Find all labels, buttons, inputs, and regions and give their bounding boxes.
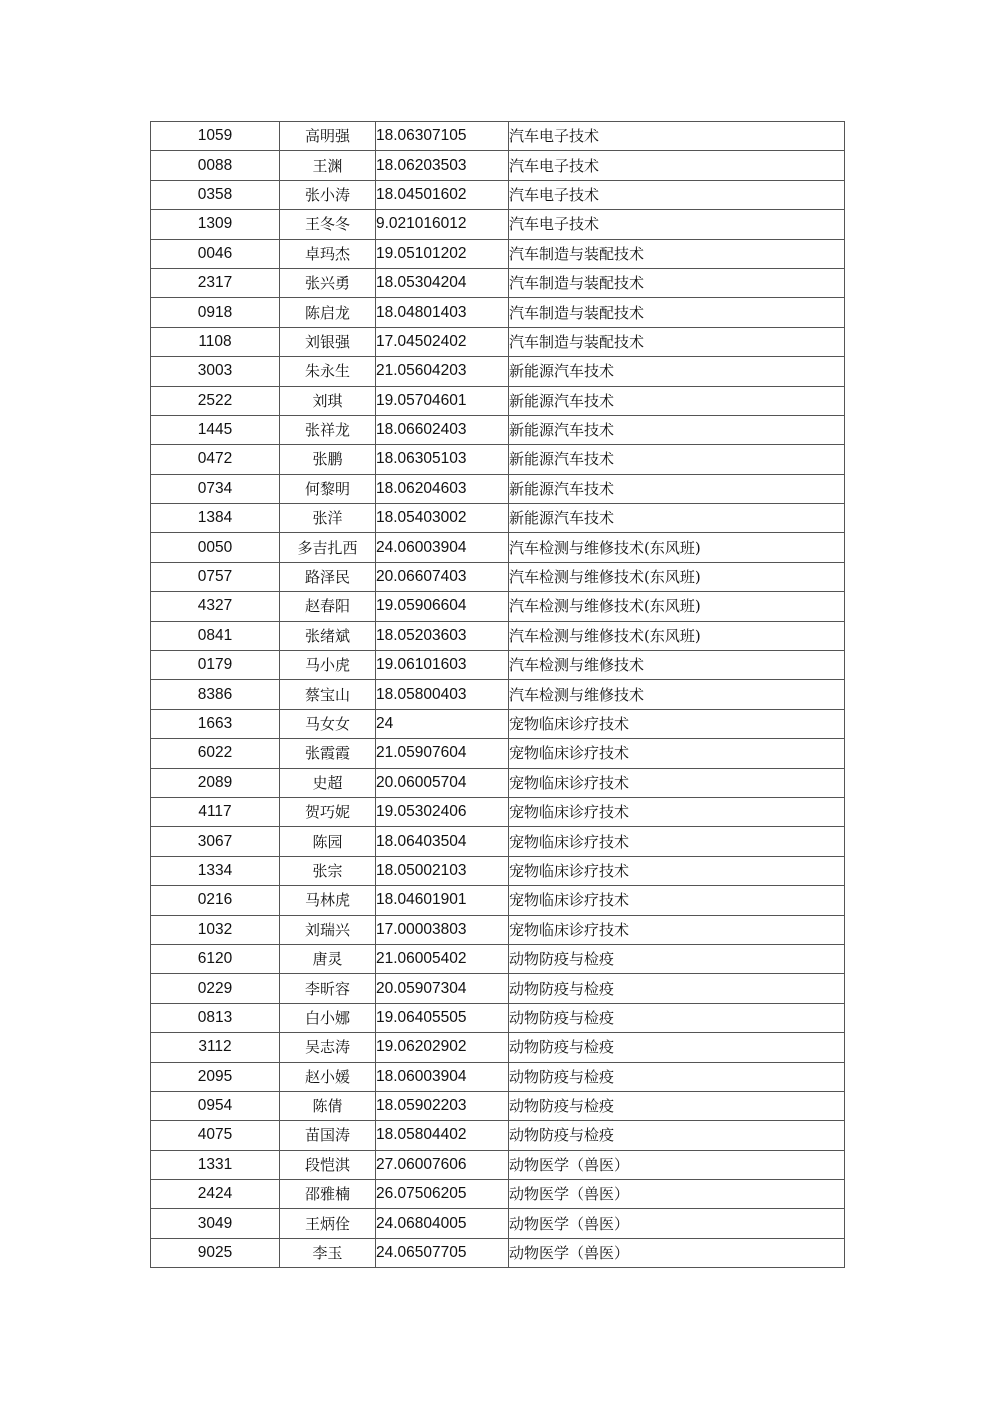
name-cell: 王渊 (280, 151, 376, 180)
name-cell: 马林虎 (280, 886, 376, 915)
id-cell: 1445 (151, 415, 280, 444)
name-cell: 赵小媛 (280, 1062, 376, 1091)
major-cell: 宠物临床诊疗技术 (509, 797, 845, 826)
name-cell: 张小涛 (280, 180, 376, 209)
major-cell: 汽车电子技术 (509, 180, 845, 209)
name-cell: 张兴勇 (280, 268, 376, 297)
major-cell: 动物防疫与检疫 (509, 1062, 845, 1091)
code-cell: 17.00003803 (376, 915, 509, 944)
id-cell: 0046 (151, 239, 280, 268)
id-cell: 4327 (151, 592, 280, 621)
major-cell: 动物医学（兽医） (509, 1209, 845, 1238)
table-row (151, 1091, 845, 1120)
name-cell: 卓玛杰 (280, 239, 376, 268)
id-cell: 4075 (151, 1121, 280, 1150)
table-row (151, 1180, 845, 1209)
major-cell: 新能源汽车技术 (509, 357, 845, 386)
code-cell: 18.06203503 (376, 151, 509, 180)
code-cell: 19.05101202 (376, 239, 509, 268)
code-cell: 19.05906604 (376, 592, 509, 621)
table-row (151, 504, 845, 533)
name-cell: 赵春阳 (280, 592, 376, 621)
code-cell: 18.04501602 (376, 180, 509, 209)
code-cell: 17.04502402 (376, 327, 509, 356)
id-cell: 0088 (151, 151, 280, 180)
id-cell: 0216 (151, 886, 280, 915)
code-cell: 18.05203603 (376, 621, 509, 650)
table-row (151, 739, 845, 768)
name-cell: 多吉扎西 (280, 533, 376, 562)
major-cell: 动物医学（兽医） (509, 1150, 845, 1179)
code-cell: 20.06005704 (376, 768, 509, 797)
table-row (151, 1238, 845, 1267)
id-cell: 1309 (151, 210, 280, 239)
major-cell: 动物防疫与检疫 (509, 944, 845, 973)
table-row (151, 1062, 845, 1091)
name-cell: 刘银强 (280, 327, 376, 356)
major-cell: 汽车检测与维修技术(东风班) (509, 533, 845, 562)
code-cell: 18.06602403 (376, 415, 509, 444)
table-row (151, 944, 845, 973)
table-row (151, 886, 845, 915)
id-cell: 1331 (151, 1150, 280, 1179)
major-cell: 新能源汽车技术 (509, 445, 845, 474)
name-cell: 李玉 (280, 1238, 376, 1267)
code-cell: 18.06204603 (376, 474, 509, 503)
name-cell: 马女女 (280, 709, 376, 738)
table-row (151, 651, 845, 680)
name-cell: 吴志涛 (280, 1033, 376, 1062)
id-cell: 2089 (151, 768, 280, 797)
table-row (151, 1033, 845, 1062)
major-cell: 动物防疫与检疫 (509, 1003, 845, 1032)
major-cell: 宠物临床诊疗技术 (509, 768, 845, 797)
code-cell: 18.06403504 (376, 827, 509, 856)
code-cell: 19.05302406 (376, 797, 509, 826)
id-cell: 1108 (151, 327, 280, 356)
major-cell: 动物防疫与检疫 (509, 974, 845, 1003)
table-row (151, 239, 845, 268)
id-cell: 0472 (151, 445, 280, 474)
major-cell: 新能源汽车技术 (509, 415, 845, 444)
major-cell: 汽车制造与装配技术 (509, 327, 845, 356)
code-cell: 18.05304204 (376, 268, 509, 297)
table-row (151, 562, 845, 591)
name-cell: 张洋 (280, 504, 376, 533)
name-cell: 张霞霞 (280, 739, 376, 768)
major-cell: 动物防疫与检疫 (509, 1033, 845, 1062)
id-cell: 1032 (151, 915, 280, 944)
major-cell: 宠物临床诊疗技术 (509, 709, 845, 738)
table-row (151, 474, 845, 503)
major-cell: 汽车电子技术 (509, 151, 845, 180)
major-cell: 宠物临床诊疗技术 (509, 915, 845, 944)
code-cell: 24 (376, 709, 509, 738)
code-cell: 18.05002103 (376, 856, 509, 885)
major-cell: 新能源汽车技术 (509, 504, 845, 533)
table-row (151, 268, 845, 297)
table-row (151, 415, 845, 444)
table-row (151, 1150, 845, 1179)
name-cell: 苗国涛 (280, 1121, 376, 1150)
id-cell: 1059 (151, 122, 280, 151)
table-row (151, 592, 845, 621)
id-cell: 0918 (151, 298, 280, 327)
id-cell: 6022 (151, 739, 280, 768)
table-row (151, 621, 845, 650)
id-cell: 0734 (151, 474, 280, 503)
table-row (151, 856, 845, 885)
id-cell: 6120 (151, 944, 280, 973)
code-cell: 26.07506205 (376, 1180, 509, 1209)
code-cell: 21.05604203 (376, 357, 509, 386)
code-cell: 18.06003904 (376, 1062, 509, 1091)
name-cell: 蔡宝山 (280, 680, 376, 709)
code-cell: 18.04801403 (376, 298, 509, 327)
id-cell: 3049 (151, 1209, 280, 1238)
name-cell: 王冬冬 (280, 210, 376, 239)
code-cell: 19.06405505 (376, 1003, 509, 1032)
code-cell: 20.05907304 (376, 974, 509, 1003)
name-cell: 张鹏 (280, 445, 376, 474)
table-row (151, 210, 845, 239)
student-roster-table (150, 121, 845, 1268)
id-cell: 0050 (151, 533, 280, 562)
name-cell: 陈启龙 (280, 298, 376, 327)
name-cell: 刘琪 (280, 386, 376, 415)
major-cell: 汽车电子技术 (509, 210, 845, 239)
table-row (151, 768, 845, 797)
name-cell: 路泽民 (280, 562, 376, 591)
name-cell: 何黎明 (280, 474, 376, 503)
code-cell: 19.06202902 (376, 1033, 509, 1062)
major-cell: 汽车检测与维修技术(东风班) (509, 562, 845, 591)
table-row (151, 151, 845, 180)
code-cell: 18.05902203 (376, 1091, 509, 1120)
name-cell: 史超 (280, 768, 376, 797)
roster-body (151, 122, 845, 1268)
code-cell: 18.05800403 (376, 680, 509, 709)
table-row (151, 180, 845, 209)
code-cell: 18.05403002 (376, 504, 509, 533)
table-row (151, 357, 845, 386)
code-cell: 18.04601901 (376, 886, 509, 915)
id-cell: 3003 (151, 357, 280, 386)
major-cell: 汽车制造与装配技术 (509, 298, 845, 327)
major-cell: 宠物临床诊疗技术 (509, 739, 845, 768)
code-cell: 24.06804005 (376, 1209, 509, 1238)
id-cell: 4117 (151, 797, 280, 826)
name-cell: 段恺淇 (280, 1150, 376, 1179)
major-cell: 动物防疫与检疫 (509, 1121, 845, 1150)
major-cell: 汽车检测与维修技术(东风班) (509, 592, 845, 621)
major-cell: 宠物临床诊疗技术 (509, 827, 845, 856)
table-row (151, 327, 845, 356)
major-cell: 动物医学（兽医） (509, 1180, 845, 1209)
table-row (151, 974, 845, 1003)
table-row (151, 1121, 845, 1150)
name-cell: 刘瑞兴 (280, 915, 376, 944)
id-cell: 0358 (151, 180, 280, 209)
id-cell: 2095 (151, 1062, 280, 1091)
name-cell: 高明强 (280, 122, 376, 151)
code-cell: 19.05704601 (376, 386, 509, 415)
table-row (151, 386, 845, 415)
major-cell: 汽车制造与装配技术 (509, 268, 845, 297)
major-cell: 动物医学（兽医） (509, 1238, 845, 1267)
id-cell: 9025 (151, 1238, 280, 1267)
id-cell: 3067 (151, 827, 280, 856)
name-cell: 陈倩 (280, 1091, 376, 1120)
name-cell: 白小娜 (280, 1003, 376, 1032)
name-cell: 贺巧妮 (280, 797, 376, 826)
id-cell: 0229 (151, 974, 280, 1003)
name-cell: 张祥龙 (280, 415, 376, 444)
code-cell: 24.06507705 (376, 1238, 509, 1267)
major-cell: 汽车制造与装配技术 (509, 239, 845, 268)
major-cell: 汽车电子技术 (509, 122, 845, 151)
table-row (151, 122, 845, 151)
table-row (151, 797, 845, 826)
major-cell: 汽车检测与维修技术 (509, 651, 845, 680)
name-cell: 张绪斌 (280, 621, 376, 650)
code-cell: 18.05804402 (376, 1121, 509, 1150)
code-cell: 19.06101603 (376, 651, 509, 680)
major-cell: 动物防疫与检疫 (509, 1091, 845, 1120)
id-cell: 0813 (151, 1003, 280, 1032)
id-cell: 2317 (151, 268, 280, 297)
id-cell: 0954 (151, 1091, 280, 1120)
id-cell: 1384 (151, 504, 280, 533)
major-cell: 宠物临床诊疗技术 (509, 856, 845, 885)
id-cell: 8386 (151, 680, 280, 709)
table-row (151, 915, 845, 944)
id-cell: 3112 (151, 1033, 280, 1062)
name-cell: 陈园 (280, 827, 376, 856)
table-row (151, 1003, 845, 1032)
table-row (151, 680, 845, 709)
major-cell: 汽车检测与维修技术 (509, 680, 845, 709)
table-row (151, 445, 845, 474)
major-cell: 新能源汽车技术 (509, 474, 845, 503)
code-cell: 9.021016012 (376, 210, 509, 239)
name-cell: 邵雅楠 (280, 1180, 376, 1209)
id-cell: 0179 (151, 651, 280, 680)
id-cell: 1334 (151, 856, 280, 885)
table-row (151, 533, 845, 562)
id-cell: 0841 (151, 621, 280, 650)
name-cell: 唐灵 (280, 944, 376, 973)
major-cell: 宠物临床诊疗技术 (509, 886, 845, 915)
name-cell: 李昕容 (280, 974, 376, 1003)
id-cell: 0757 (151, 562, 280, 591)
id-cell: 2522 (151, 386, 280, 415)
major-cell: 新能源汽车技术 (509, 386, 845, 415)
major-cell: 汽车检测与维修技术(东风班) (509, 621, 845, 650)
code-cell: 21.05907604 (376, 739, 509, 768)
table-row (151, 709, 845, 738)
table-row (151, 827, 845, 856)
code-cell: 27.06007606 (376, 1150, 509, 1179)
id-cell: 2424 (151, 1180, 280, 1209)
name-cell: 朱永生 (280, 357, 376, 386)
code-cell: 18.06307105 (376, 122, 509, 151)
code-cell: 18.06305103 (376, 445, 509, 474)
code-cell: 24.06003904 (376, 533, 509, 562)
table-row (151, 298, 845, 327)
name-cell: 王炳佺 (280, 1209, 376, 1238)
table-row (151, 1209, 845, 1238)
name-cell: 马小虎 (280, 651, 376, 680)
code-cell: 21.06005402 (376, 944, 509, 973)
code-cell: 20.06607403 (376, 562, 509, 591)
name-cell: 张宗 (280, 856, 376, 885)
id-cell: 1663 (151, 709, 280, 738)
